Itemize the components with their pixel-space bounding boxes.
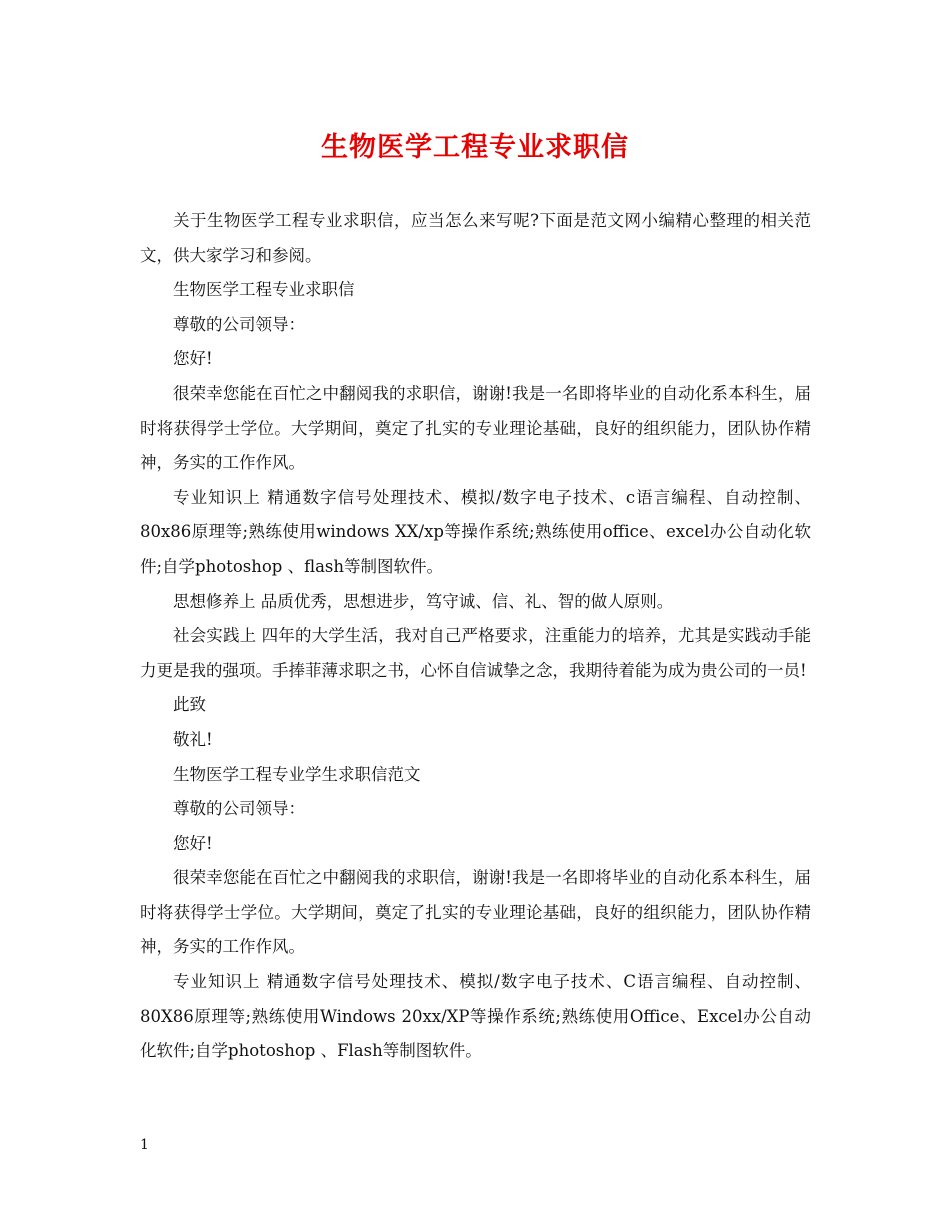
paragraph-heading-1: 生物医学工程专业求职信: [173, 280, 355, 300]
paragraph-body: 很荣幸您能在百忙之中翻阅我的求职信，谢谢!我是一名即将毕业的自动化系本科生，届时将获得学士学位。大学期间，奠定了扎实的专业理论基础，良好的组织能力，团队协作精神，务实的工作作风。: [140, 383, 811, 473]
paragraph-body: 专业知识上 精通数字信号处理技术、模拟/数字电子技术、c语言编程、自动控制、80x86原理等;熟练使用windows XX/xp等操作系统;熟练使用office、excel办公自动化软件;自学photoshop 、flash等制图软件。: [140, 487, 811, 576]
paragraph-greeting-2: 您好!: [173, 833, 213, 853]
paragraph-salutation-1: 尊敬的公司领导：: [173, 314, 305, 334]
paragraph-greeting-1: 您好!: [173, 349, 213, 369]
paragraph-salutation-2: 尊敬的公司领导：: [173, 799, 305, 819]
paragraph-heading-2: 生物医学工程专业学生求职信范文: [173, 764, 421, 784]
paragraph-body: 思想修养上 品质优秀，思想进步，笃守诚、信、礼、智的做人原则。: [173, 591, 674, 611]
paragraph-body: 社会实践上 四年的大学生活，我对自己严格要求，注重能力的培养，尤其是实践动手能力更是我的强项。手捧菲薄求职之书，心怀自信诚挚之念，我期待着能为成为贵公司的一员!: [140, 626, 811, 680]
paragraph-closing: 此致: [173, 695, 206, 715]
document-title: 生物医学工程专业求职信: [321, 132, 629, 163]
paragraph-body: 很荣幸您能在百忙之中翻阅我的求职信，谢谢!我是一名即将毕业的自动化系本科生，届时将获得学士学位。大学期间，奠定了扎实的专业理论基础，良好的组织能力，团队协作精神，务实的工作作风。: [140, 868, 811, 957]
paragraph-intro: 关于生物医学工程专业求职信，应当怎么来写呢?下面是范文网小编精心整理的相关范文，供大家学习和参阅。: [140, 211, 811, 265]
paragraph-closing: 敬礼!: [173, 729, 213, 749]
document-body: [140, 204, 811, 1069]
page-number: 1: [140, 1137, 149, 1153]
paragraph-body: 专业知识上 精通数字信号处理技术、模拟/数字电子技术、C语言编程、自动控制、80X86原理等;熟练使用Windows 20xx/XP等操作系统;熟练使用Office、Excel办公自动化软件;自学photoshop 、Flash等制图软件。: [140, 972, 811, 1061]
